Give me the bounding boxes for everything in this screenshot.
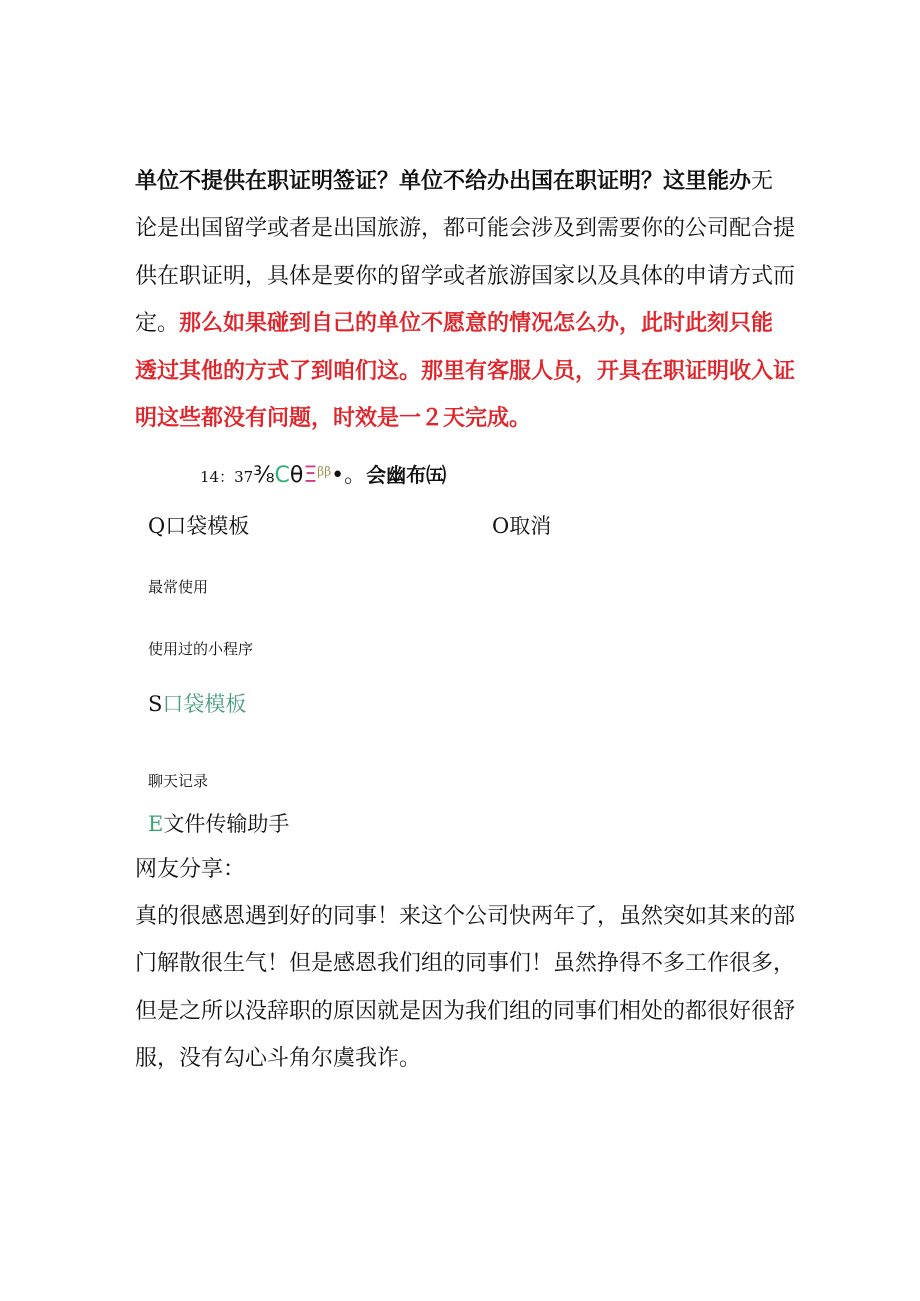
section-used-mini-programs: 使用过的小程序 [148,640,254,658]
search-input[interactable]: 口袋模板 [165,514,250,538]
intro-paragraph [135,158,795,442]
mini-program-item[interactable] [148,688,246,718]
status-xi-icon: Ξ [303,463,318,488]
section-most-used: 最常使用 [148,578,209,596]
share-heading: 网友分享： [135,857,246,882]
mini-program-name: 口袋模板 [162,692,247,716]
search-bar[interactable] [148,510,249,540]
chat-item-icon: E [148,812,164,836]
status-bar [200,458,446,489]
intro-bold-lead: 单位不提供在职证明签证？单位不给办出国在职证明？这里能办 [135,169,752,194]
status-beta-icon: ββ [317,464,332,479]
cancel-button[interactable] [492,510,551,540]
section-chat-records: 聊天记录 [148,772,209,790]
status-theta-icon: θ [289,463,304,488]
status-fraction: ⅜ [253,463,275,488]
status-time: 14：37 [200,468,254,486]
intro-red-text: 那么如果碰到自己的单位不愿意的情况怎么办，此时此刻只能透过其他的方式了到咱们这。那里有客服人员，开具在职证明收入证明这些都没有问题，时效是一２天完成。 [135,311,796,432]
mini-program-icon: S [148,692,163,716]
status-dot: •。 [331,463,367,488]
cancel-icon: O [492,514,510,538]
status-c-icon: C [274,463,290,488]
chat-item-name: 文件传输助手 [163,812,290,836]
search-icon: Q [148,514,166,538]
chat-item[interactable] [148,808,289,838]
status-tail: 会幽布㈤ [366,463,447,487]
intro-normal-text: 无论是出国留学或者是出国旅游，都可能会涉及到需要你的公司配合提供在职证明，具体是要你的留学或者旅游国家以及具体的申请方式而定。 [135,169,796,337]
cancel-label: 取消 [509,514,552,538]
share-body: 真的很感恩遇到好的同事！来这个公司快两年了，虽然突如其来的部门解散很生气！但是感恩我们组的同事们！虽然挣得不多工作很多，但是之所以没辞职的原因就是因为我们组的同事们相处的都很好很舒服，没有勾心斗角尔虞我诈。 [135,904,796,1072]
